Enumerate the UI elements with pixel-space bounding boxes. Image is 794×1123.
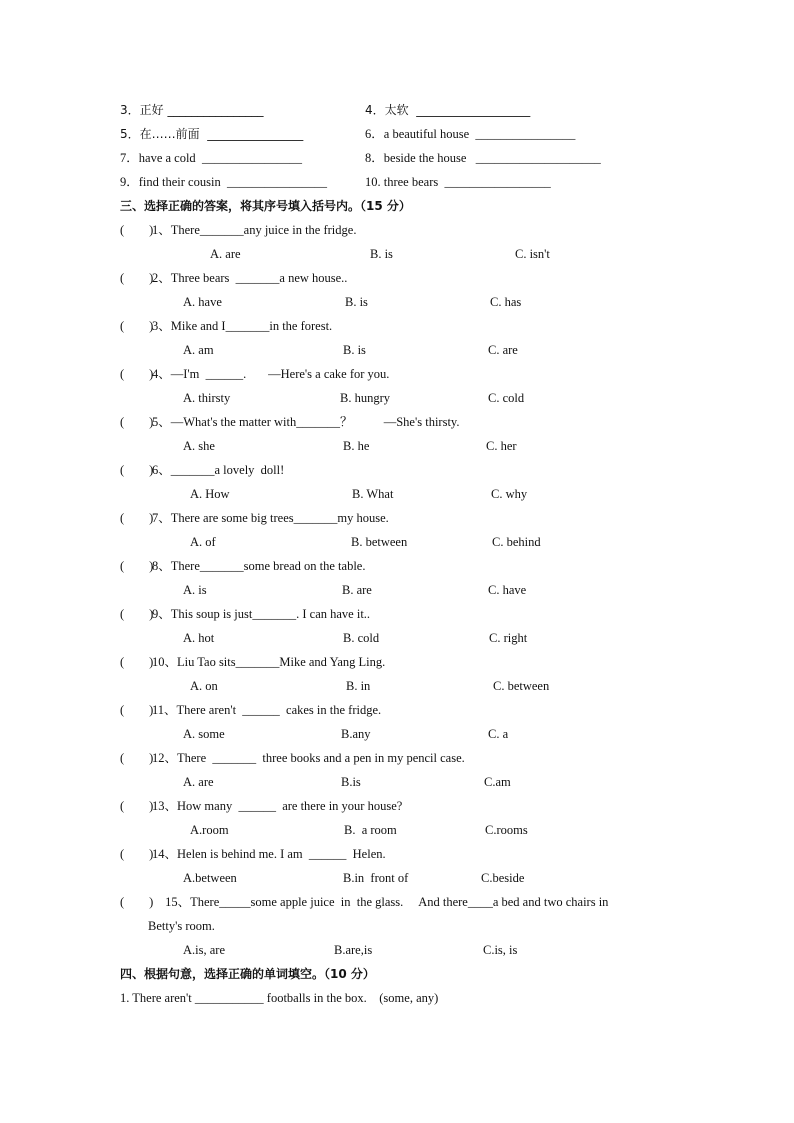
vocab-item-8: 8．beside the house ____________________ — [365, 151, 601, 165]
option-c[interactable]: C. cold — [488, 391, 525, 405]
section-3-heading: 三、选择正确的答案，将其序号填入括号内。（15 分） — [120, 199, 411, 213]
option-b[interactable]: B.in front of — [343, 871, 409, 885]
question-8 — [0, 554, 794, 578]
vocab-item-10: 10. three bears _________________ — [365, 175, 551, 189]
option-a[interactable]: A.room — [190, 823, 229, 837]
answer-bracket[interactable]: ( ) — [120, 607, 154, 621]
question-9 — [0, 602, 794, 626]
option-b[interactable]: B. is — [345, 295, 368, 309]
question-9-options — [0, 626, 794, 650]
vocab-item-4: 4．太软 ___________________ — [365, 103, 531, 117]
question-stem-continued: Betty's room. — [148, 919, 215, 933]
question-6-options — [0, 482, 794, 506]
question-stem: 1、There_______any juice in the fridge. — [152, 223, 357, 237]
option-a[interactable]: A. is — [183, 583, 207, 597]
answer-bracket[interactable]: ( ) — [120, 367, 154, 381]
vocab-item-5: 5．在……前面 ________________ — [120, 127, 304, 141]
question-stem: 9、This soup is just_______. I can have it.. — [152, 607, 371, 621]
option-b[interactable]: B. What — [352, 487, 394, 501]
question-stem: 8、There_______some bread on the table. — [152, 559, 366, 573]
question-stem: 4、—I'm ______. —Here's a cake for you. — [152, 367, 390, 381]
question-stem: 13、How many ______ are there in your house? — [152, 799, 403, 813]
question-7-options — [0, 530, 794, 554]
option-a[interactable]: A. are — [183, 775, 214, 789]
option-c[interactable]: C. are — [488, 343, 518, 357]
question-1-options — [0, 242, 794, 266]
question-13-options — [0, 818, 794, 842]
question-11 — [0, 698, 794, 722]
option-a[interactable]: A. am — [183, 343, 214, 357]
section-4-heading: 四、根据句意，选择正确的单词填空。（10 分） — [120, 967, 375, 981]
option-c[interactable]: C.beside — [481, 871, 525, 885]
option-b[interactable]: B. is — [370, 247, 393, 261]
answer-bracket[interactable]: ( ) — [120, 703, 154, 717]
option-c[interactable]: C. between — [493, 679, 550, 693]
answer-bracket[interactable]: ( ) — [120, 511, 154, 525]
option-a[interactable]: A. some — [183, 727, 225, 741]
question-stem: 6、_______a lovely doll! — [152, 463, 285, 477]
option-c[interactable]: C. have — [488, 583, 527, 597]
question-2-options — [0, 290, 794, 314]
option-b[interactable]: B. are — [342, 583, 372, 597]
question-2 — [0, 266, 794, 290]
answer-bracket[interactable]: ( ) — [120, 559, 154, 573]
vocab-row-9-10 — [0, 170, 794, 194]
vocab-row-7-8 — [0, 146, 794, 170]
option-a[interactable]: A. have — [183, 295, 222, 309]
option-c[interactable]: C. isn't — [515, 247, 550, 261]
option-a[interactable]: A. of — [190, 535, 216, 549]
vocab-item-9: 9．find their cousin ________________ — [120, 175, 327, 189]
question-stem: 15、There_____some apple juice in the glass. And there____a bed and two chairs in — [162, 895, 609, 909]
option-b[interactable]: B. hungry — [340, 391, 390, 405]
vocab-row-3-4 — [0, 98, 794, 122]
option-a[interactable]: A. are — [210, 247, 241, 261]
question-3 — [0, 314, 794, 338]
vocab-item-3: 3．正好 ________________ — [120, 103, 264, 117]
question-11-options — [0, 722, 794, 746]
question-stem: 14、Helen is behind me. I am ______ Helen. — [152, 847, 386, 861]
question-15 — [0, 890, 794, 914]
option-b[interactable]: B. in — [346, 679, 371, 693]
question-15-options — [0, 938, 794, 962]
option-c[interactable]: C.is, is — [483, 943, 518, 957]
vocab-item-7: 7．have a cold ________________ — [120, 151, 302, 165]
question-4 — [0, 362, 794, 386]
question-stem: 3、Mike and I_______in the forest. — [152, 319, 333, 333]
question-stem: 11、There aren't ______ cakes in the fridge. — [152, 703, 382, 717]
option-c[interactable]: C. a — [488, 727, 509, 741]
question-5 — [0, 410, 794, 434]
option-c[interactable]: C.rooms — [485, 823, 528, 837]
option-a[interactable]: A. hot — [183, 631, 215, 645]
answer-bracket[interactable]: ( ) — [120, 415, 154, 429]
answer-bracket[interactable]: ( ) — [120, 319, 154, 333]
option-c[interactable]: C. behind — [492, 535, 541, 549]
question-stem: 7、There are some big trees_______my house. — [152, 511, 389, 525]
option-b[interactable]: B. is — [343, 343, 366, 357]
question-8-options — [0, 578, 794, 602]
fill-item-1: 1. There aren't ___________ footballs in the box. (some, any) — [120, 991, 439, 1005]
question-10-options — [0, 674, 794, 698]
question-3-options — [0, 338, 794, 362]
option-c[interactable]: C. has — [490, 295, 522, 309]
answer-bracket[interactable]: ( ) — [120, 463, 154, 477]
option-c[interactable]: C. her — [486, 439, 517, 453]
question-15-continued — [0, 914, 794, 938]
option-a[interactable]: A. How — [190, 487, 230, 501]
option-a[interactable]: A. she — [183, 439, 215, 453]
question-14 — [0, 842, 794, 866]
question-stem: 2、Three bears _______a new house.. — [152, 271, 348, 285]
question-4-options — [0, 386, 794, 410]
option-b[interactable]: B. cold — [343, 631, 380, 645]
option-b[interactable]: B. he — [343, 439, 370, 453]
option-b[interactable]: B.is — [341, 775, 361, 789]
option-a[interactable]: A. thirsty — [183, 391, 231, 405]
question-12-options — [0, 770, 794, 794]
question-stem: 10、Liu Tao sits_______Mike and Yang Ling. — [152, 655, 386, 669]
option-a[interactable]: A.is, are — [183, 943, 225, 957]
option-a[interactable]: A. on — [190, 679, 218, 693]
option-c[interactable]: C. right — [489, 631, 528, 645]
answer-bracket[interactable]: ( ) — [120, 271, 154, 285]
option-c[interactable]: C.am — [484, 775, 511, 789]
answer-bracket[interactable]: ( ) — [120, 847, 154, 861]
question-6 — [0, 458, 794, 482]
question-12 — [0, 746, 794, 770]
option-c[interactable]: C. why — [491, 487, 528, 501]
question-stem: 5、—What's the matter with_______？ —She's thirsty. — [152, 415, 460, 429]
question-5-options — [0, 434, 794, 458]
question-13 — [0, 794, 794, 818]
vocab-item-6: 6．a beautiful house ________________ — [365, 127, 576, 141]
question-7 — [0, 506, 794, 530]
question-stem: 12、There _______ three books and a pen in my pencil case. — [152, 751, 465, 765]
option-b[interactable]: B. a room — [344, 823, 397, 837]
option-b[interactable]: B.any — [341, 727, 371, 741]
answer-bracket[interactable]: ( ) — [120, 799, 154, 813]
question-10 — [0, 650, 794, 674]
answer-bracket[interactable]: ( ) — [120, 751, 154, 765]
vocab-row-5-6 — [0, 122, 794, 146]
answer-bracket[interactable]: ( ) — [120, 223, 154, 237]
option-b[interactable]: B.are,is — [334, 943, 373, 957]
option-b[interactable]: B. between — [351, 535, 408, 549]
answer-bracket[interactable]: ( ) — [120, 655, 154, 669]
question-1 — [0, 218, 794, 242]
answer-bracket[interactable]: ( ) — [120, 895, 154, 909]
question-14-options — [0, 866, 794, 890]
option-a[interactable]: A.between — [183, 871, 237, 885]
